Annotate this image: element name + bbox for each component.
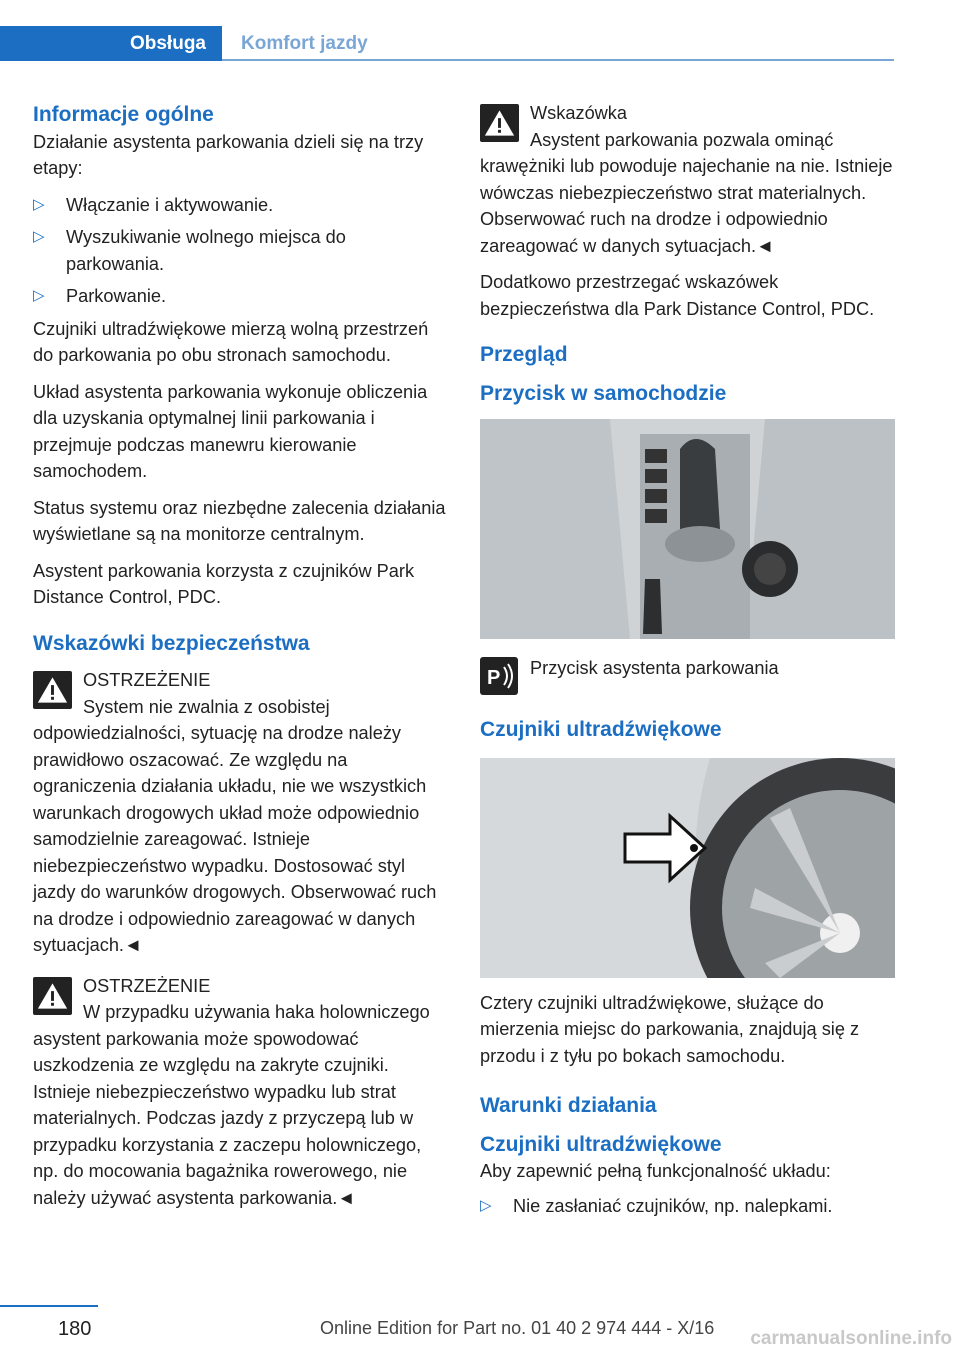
paragraph: Dodatkowo przestrzegać wskazówek bezpieczeństwa dla Park Distance Control, PDC. <box>480 272 875 319</box>
car-interior-photo <box>480 419 895 639</box>
paragraph: Asystent parkowania korzysta z czujników Park Distance Control, PDC. <box>33 560 415 607</box>
triangle-bullet-icon: ▷ <box>480 1196 492 1214</box>
button-caption: Przycisk asystenta parkowania <box>530 658 779 678</box>
conditions-intro: Aby zapewnić pełną funkcjonalność układu: <box>480 1161 831 1181</box>
intro-text: Działanie asystenta parkowania dzieli się na trzy etapy: <box>33 131 424 178</box>
warning-text: System nie zwalnia z osobistej odpowiedzialności, sytuację na drodze należy prawidłowo oszacować. Ze względu na ograniczenia działania układu, nie we wszystkich warunkach drogowych układ może odpowiednio samodzielnie zareagować. Istnieje niebezpieczeństwo wypadku. Dostosować styl jazdy do warunków drogowych. Obserwować ruch na drodze i odpowiednio zareagować w danych sytuacjach.◄ <box>33 696 437 955</box>
triangle-bullet-icon: ▷ <box>33 228 45 245</box>
triangle-bullet-icon: ▷ <box>33 195 45 213</box>
heading-general: Informacje ogólne <box>33 103 214 126</box>
heading-overview: Przegląd <box>480 343 568 366</box>
warning-icon <box>33 977 72 1015</box>
footer-line <box>0 1305 98 1307</box>
heading-conditions: Warunki działania <box>480 1094 657 1117</box>
list-item: ▷ Wyszukiwanie wolnego miejsca do parkowania. <box>33 224 448 277</box>
paragraph: Układ asystenta parkowania wykonuje obliczenia dla uzyskania optymalnej linii parkowania i przejmuje podczas manewru kierowanie samochodem. <box>33 381 428 481</box>
page-number: 180 <box>58 1318 92 1340</box>
note-block <box>480 100 895 259</box>
warning-title: OSTRZEŻENIE <box>83 975 211 996</box>
triangle-bullet-icon: ▷ <box>33 287 45 304</box>
right-column <box>480 100 895 1225</box>
tab-komfort-jazdy: Komfort jazdy <box>241 32 368 54</box>
heading-safety: Wskazówki bezpieczeństwa <box>33 631 310 655</box>
button-caption-row <box>480 653 895 693</box>
wheel-sensor-photo <box>480 758 895 978</box>
tab-underline <box>222 59 894 61</box>
left-column <box>33 100 448 1221</box>
edition-text: Online Edition for Part no. 01 40 2 974 444 - X/16 <box>320 1318 715 1338</box>
tab-obsluga: Obsługa <box>0 26 222 61</box>
list-item: ▷ Nie zasłaniać czujników, np. nalepkami. <box>480 1193 895 1220</box>
warning-block <box>33 667 448 959</box>
heading-sensors-2: Czujniki ultradźwiękowe <box>480 1132 722 1156</box>
warning-text: W przypadku używania haka holowniczego asystent parkowania może spowodować uszkodzenia ze względu na zakryte czujniki. Istnieje niebezpieczeństwo wypadku lub strat materialnych. Podczas jazdy z przyczepą lub w przypadku korzystania z zaczepu holowniczego, np. do mocowania bagażnika rowerowego, nie należy używać asystenta parkowania.◄ <box>33 1002 430 1208</box>
note-title: Wskazówka <box>530 103 628 123</box>
note-text: Asystent parkowania pozwala ominąć krawężniki lub powoduje najechanie na nie. Istnieje wówczas niebezpieczeństwo strat materialnych. Obserwować ruch na drodze i odpowiednio zareagować w danych sytuacjach.◄ <box>480 129 893 256</box>
sensors-text: Cztery czujniki ultradźwiękowe, służące do mierzenia miejsc do parkowania, znajdują się z przodu i z tyłu po bokach samochodu. <box>480 992 860 1066</box>
heading-button: Przycisk w samochodzie <box>480 381 727 405</box>
warning-icon <box>33 671 72 709</box>
watermark: carmanualsonline.info <box>750 1328 952 1349</box>
header-tabs <box>0 26 960 61</box>
warning-block <box>33 973 448 1212</box>
heading-sensors: Czujniki ultradźwiękowe <box>480 718 722 741</box>
list-item: ▷ Włączanie i aktywowanie. <box>33 192 448 219</box>
svg-text:P: P <box>487 667 501 689</box>
warning-title: OSTRZEŻENIE <box>83 670 211 690</box>
warning-icon <box>480 104 519 142</box>
list-item: ▷ Parkowanie. <box>33 283 448 310</box>
paragraph: Status systemu oraz niezbędne zalecenia działania wyświetlane są na monitorze centralnym. <box>33 497 446 544</box>
paragraph: Czujniki ultradźwiękowe mierzą wolną przestrzeń do parkowania po obu stronach samochodu. <box>33 318 429 365</box>
parking-assistant-button-icon <box>480 657 518 695</box>
